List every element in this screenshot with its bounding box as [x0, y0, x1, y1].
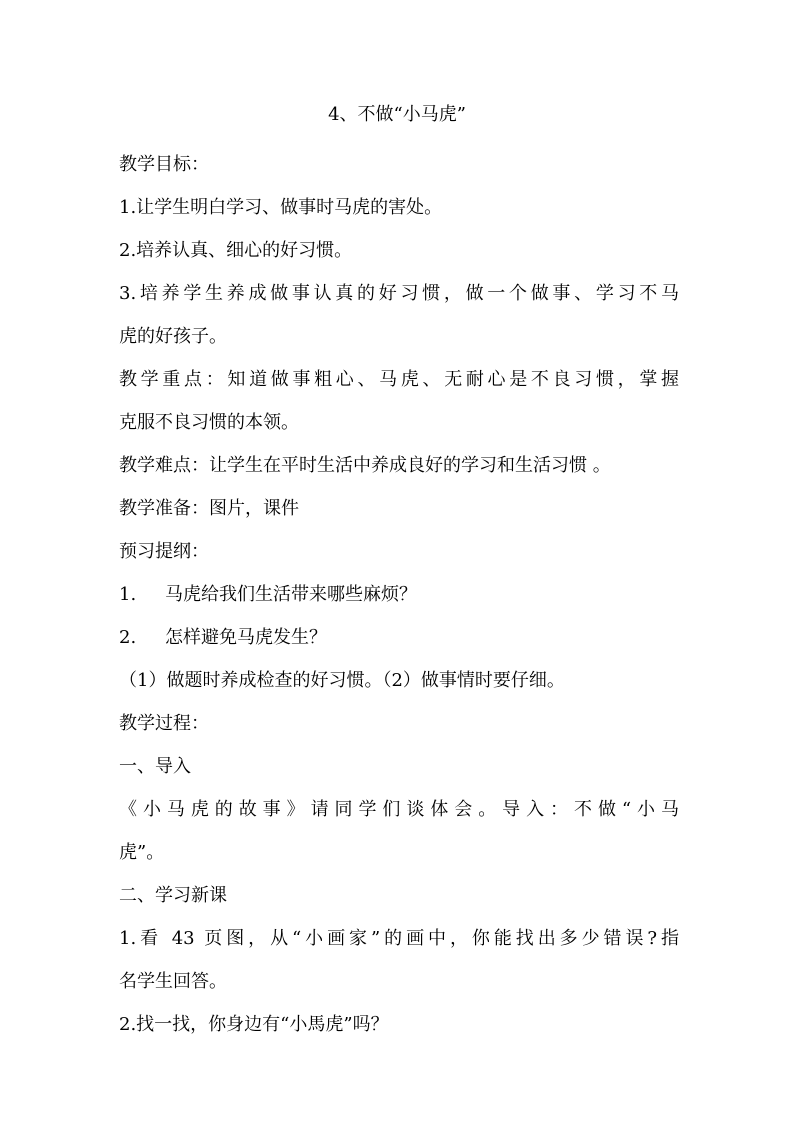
intro-line-1: 《小马虎的故事》请同学们谈体会。导入：不做“小马 [119, 799, 679, 820]
section-1-heading: 一、导入 [119, 756, 191, 777]
outline-heading: 预习提纲： [119, 541, 209, 562]
outline-item-1 [119, 573, 679, 616]
document-title: 4、不做“小马虎” [328, 104, 466, 125]
process-heading: 教学过程： [119, 713, 209, 734]
objective-2: 2.培养认真、细心的好习惯。 [119, 240, 353, 261]
objective-3-line-2: 虎的好孩子。 [119, 326, 227, 347]
objective-3-line-1: 3.培养学生养成做事认真的好习惯，做一个做事、学习不马 [119, 283, 679, 304]
new-lesson-1-line-2: 名学生回答。 [119, 971, 227, 992]
outline-item-1-number: 1. [119, 584, 137, 605]
preparation: 教学准备：图片，课件 [119, 498, 299, 519]
section-2-heading: 二、学习新课 [119, 885, 227, 906]
outline-answer: （1）做题时养成检查的好习惯。（2）做事情时要仔细。 [119, 670, 565, 691]
outline-item-2 [119, 616, 679, 659]
new-lesson-2: 2.找一找，你身边有“小馬虎”吗？ [119, 1014, 389, 1035]
objective-1: 1.让学生明白学习、做事时马虎的害处。 [119, 197, 443, 218]
document-body [119, 143, 679, 1046]
outline-item-2-text: 怎样避免马虎发生？ [165, 627, 327, 648]
outline-item-2-number: 2. [119, 627, 137, 648]
intro-line-2: 虎”。 [119, 842, 165, 863]
new-lesson-1-line-1: 1.看 43 页图，从“小画家”的画中，你能找出多少错误?指 [119, 928, 679, 949]
key-point-line-2: 克服不良习惯的本领。 [119, 412, 299, 433]
key-point-line-1: 教学重点：知道做事粗心、马虎、无耐心是不良习惯，掌握 [119, 369, 679, 390]
objectives-heading: 教学目标： [119, 154, 209, 175]
difficulty: 教学难点：让学生在平时生活中养成良好的学习和生活习惯 。 [119, 455, 611, 476]
outline-item-1-text: 马虎给我们生活带来哪些麻烦？ [165, 584, 417, 605]
